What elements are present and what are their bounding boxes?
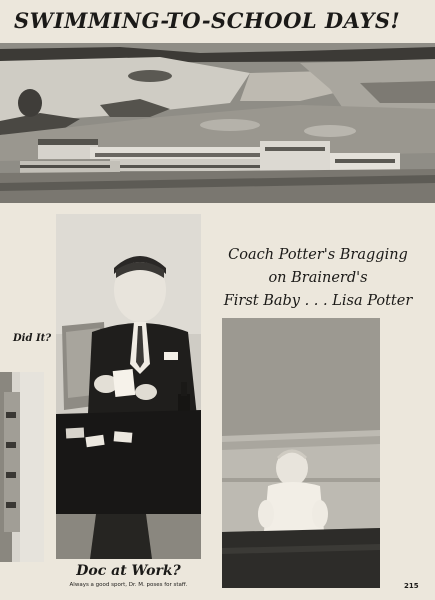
baby-lisa-photo bbox=[222, 318, 380, 588]
did-it-caption: Did It? bbox=[13, 333, 52, 344]
aerial-school-photo bbox=[0, 43, 435, 203]
baby-caption-line-2: on Brainerd's bbox=[268, 270, 368, 286]
doc-caption-subtitle: Always a good sport, Dr. M. poses for staff. bbox=[69, 582, 188, 588]
doc-caption-title: Doc at Work? bbox=[76, 563, 181, 579]
baby-caption-line-3: First Baby . . . Lisa Potter bbox=[223, 293, 413, 309]
page-number: 215 bbox=[404, 582, 419, 590]
page-headline: SWIMMING-TO-SCHOOL DAYS! bbox=[14, 8, 401, 33]
doc-at-work-photo bbox=[56, 214, 201, 559]
baby-photo-headline bbox=[218, 244, 418, 313]
partial-photo-left bbox=[0, 372, 44, 562]
baby-caption-line-1: Coach Potter's Bragging bbox=[228, 247, 408, 263]
